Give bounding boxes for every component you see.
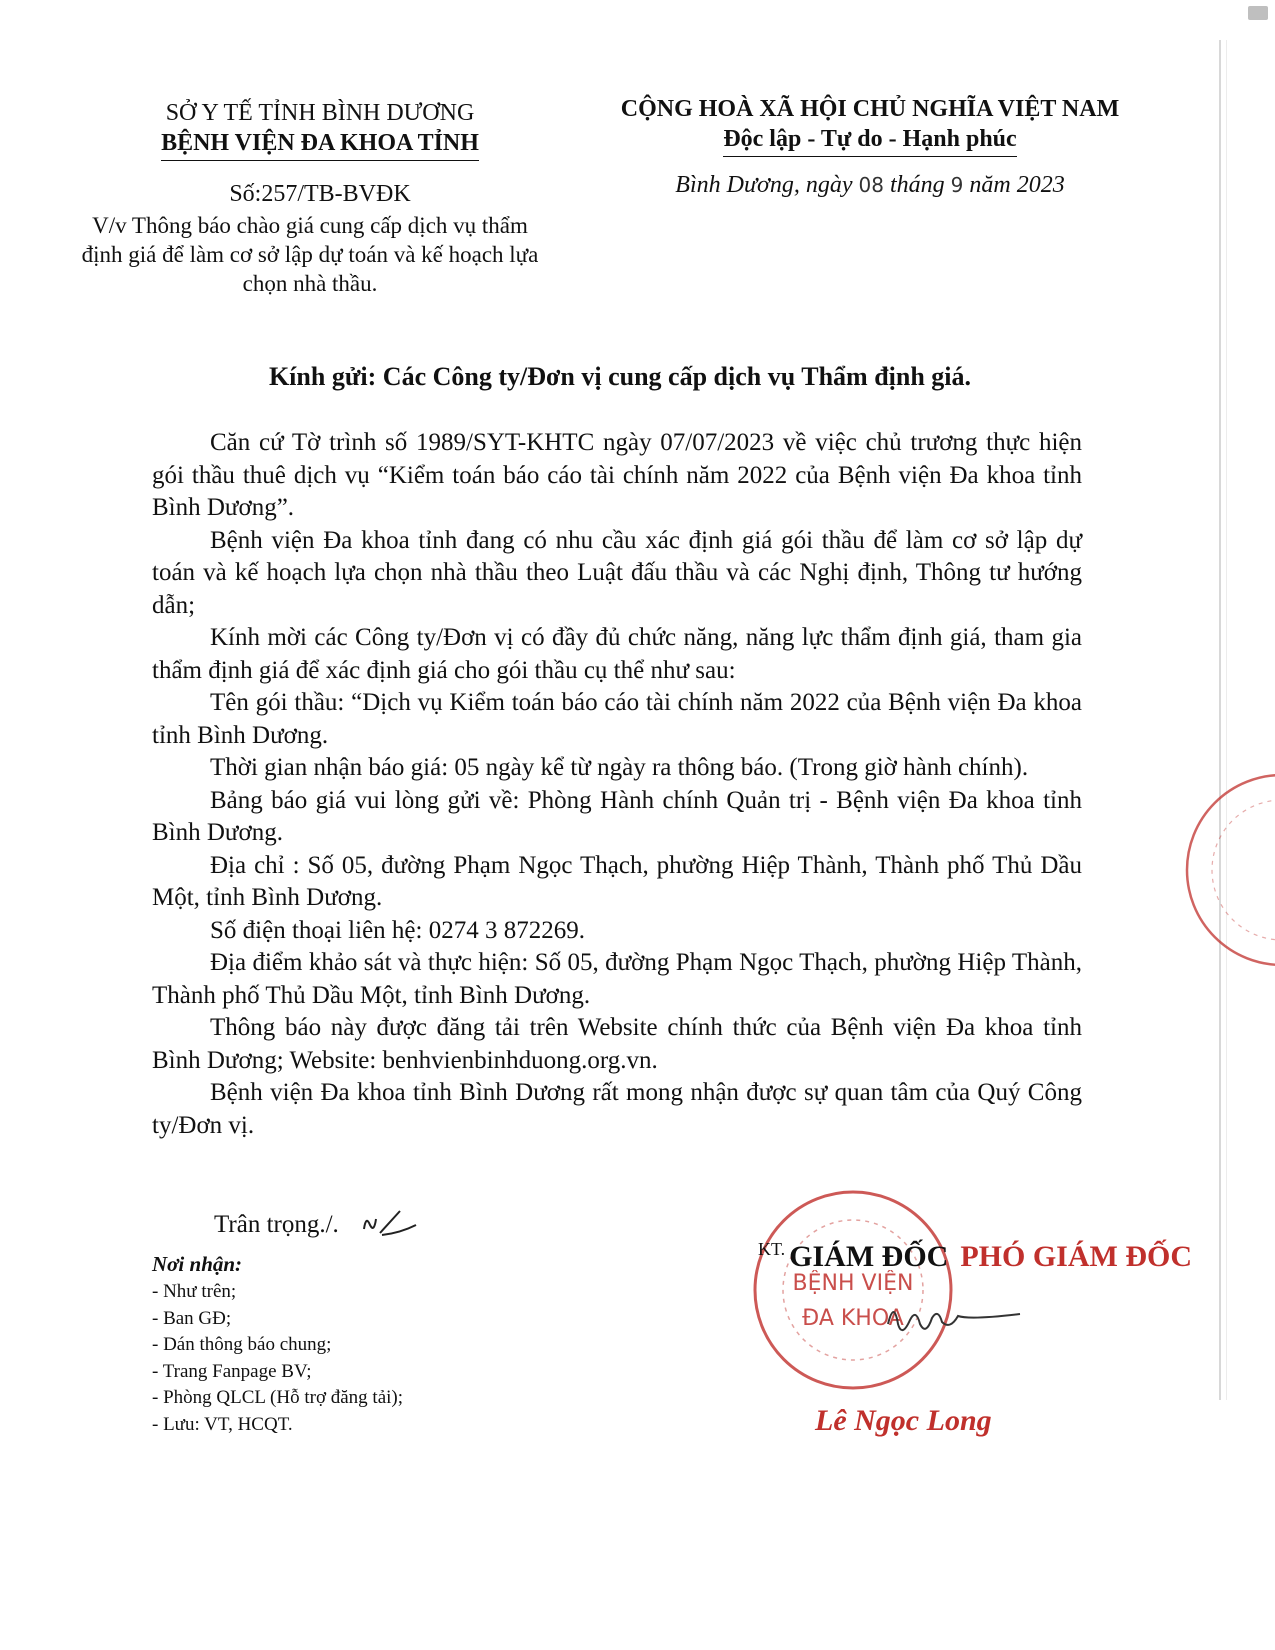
national-motto: Độc lập - Tự do - Hạnh phúc xyxy=(723,124,1016,157)
distribution-title: Nơi nhận: xyxy=(152,1252,243,1276)
kt-prefix: KT. xyxy=(758,1239,786,1259)
seal-text-line2: ĐA KHOA xyxy=(802,1306,904,1331)
initials-mark xyxy=(360,1203,420,1241)
body-paragraph: Bệnh viện Đa khoa tỉnh đang có nhu cầu xác định giá gói thầu để làm cơ sở lập dự toán và kế hoạch lựa chọn nhà thầu theo Luật đấu thầu và các Nghị định, Thông tư hướng dẫn; xyxy=(152,526,1082,619)
distribution-item: - Trang Fanpage BV; xyxy=(152,1360,312,1382)
date-year: năm 2023 xyxy=(969,172,1065,198)
page-edge-line-secondary xyxy=(1226,40,1227,1400)
parent-agency: SỞ Y TẾ TỈNH BÌNH DƯƠNG xyxy=(165,100,475,126)
body-paragraph: Kính mời các Công ty/Đơn vị có đầy đủ chức năng, năng lực thẩm định giá, tham gia thẩm định giá để xác định giá cho gói thầu cụ thể như sau: xyxy=(152,624,1082,684)
distribution-item: - Phòng QLCL (Hỗ trợ đăng tải); xyxy=(152,1387,404,1408)
closing-line: Trân trọng./. xyxy=(214,1211,339,1238)
body-paragraph: Bảng báo giá vui lòng gửi về: Phòng Hành chính Quản trị - Bệnh viện Đa khoa tỉnh Bình Dương. xyxy=(152,786,1082,846)
deputy-director-title: PHÓ GIÁM ĐỐC xyxy=(960,1240,1192,1273)
distribution-item: - Như trên; xyxy=(152,1281,237,1302)
body-paragraph: Tên gói thầu: “Dịch vụ Kiểm toán báo cáo tài chính năm 2022 của Bệnh viện Đa khoa tỉnh Bình Dương. xyxy=(152,689,1082,749)
director-title: GIÁM ĐỐC xyxy=(789,1240,949,1273)
partial-seal xyxy=(1172,760,1275,980)
scan-corner-mark xyxy=(1248,6,1268,20)
date-day: 08 xyxy=(858,173,884,197)
body-paragraph: Số điện thoại liên hệ: 0274 3 872269. xyxy=(210,916,585,944)
recipient-line: Kính gửi: Các Công ty/Đơn vị cung cấp dịch vụ Thẩm định giá. xyxy=(268,362,972,391)
signer-name: Lê Ngọc Long xyxy=(815,1404,992,1437)
body-paragraph: Địa chỉ : Số 05, đường Phạm Ngọc Thạch, phường Hiệp Thành, Thành phố Thủ Dầu Một, tỉnh Bình Dương. xyxy=(152,851,1082,911)
letter-body xyxy=(152,427,1082,1142)
distribution-list xyxy=(152,1249,403,1438)
signature-title xyxy=(758,1232,1192,1274)
distribution-item: - Lưu: VT, HCQT. xyxy=(152,1413,293,1435)
date-prefix: Bình Dương, ngày xyxy=(675,172,853,198)
country-name: CỘNG HOÀ XÃ HỘI CHỦ NGHĨA VIỆT NAM xyxy=(620,96,1120,122)
document-subject: V/v Thông báo chào giá cung cấp dịch vụ thẩm định giá để làm cơ sở lập dự toán và kế hoạch lựa chọn nhà thầu. xyxy=(81,213,539,296)
body-paragraph: Thông báo này được đăng tải trên Website chính thức của Bệnh viện Đa khoa tỉnh Bình Dương; Website: benhvienbinhduong.org.vn. xyxy=(152,1014,1082,1074)
body-paragraph: Thời gian nhận báo giá: 05 ngày kể từ ngày ra thông báo. (Trong giờ hành chính). xyxy=(210,754,1029,781)
body-paragraph: Bệnh viện Đa khoa tỉnh Bình Dương rất mong nhận được sự quan tâm của Quý Công ty/Đơn vị. xyxy=(152,1079,1082,1139)
national-header xyxy=(600,94,1140,157)
distribution-item: - Ban GĐ; xyxy=(152,1307,232,1329)
date-line xyxy=(600,170,1140,200)
issuing-hospital: BỆNH VIỆN ĐA KHOA TỈNH xyxy=(161,128,479,161)
issuer-header xyxy=(81,98,539,298)
document-number: Số:257/TB-BVĐK xyxy=(229,181,411,207)
body-paragraph: Địa điểm khảo sát và thực hiện: Số 05, đường Phạm Ngọc Thạch, phường Hiệp Thành, Thành phố Thủ Dầu Một, tỉnh Bình Dương. xyxy=(152,949,1082,1009)
distribution-item: - Dán thông báo chung; xyxy=(152,1334,332,1355)
seal-text-line1: BỆNH VIỆN xyxy=(792,1271,914,1296)
handwritten-signature xyxy=(880,1290,1030,1350)
date-month-label: tháng xyxy=(889,172,945,198)
page-edge-line xyxy=(1219,40,1221,1400)
body-paragraph: Căn cứ Tờ trình số 1989/SYT-KHTC ngày 07/07/2023 về việc chủ trương thực hiện gói thầu thuê dịch vụ “Kiểm toán báo cáo tài chính năm 2022 của Bệnh viện Đa khoa tỉnh Bình Dương”. xyxy=(152,429,1082,521)
date-month: 9 xyxy=(950,173,964,197)
